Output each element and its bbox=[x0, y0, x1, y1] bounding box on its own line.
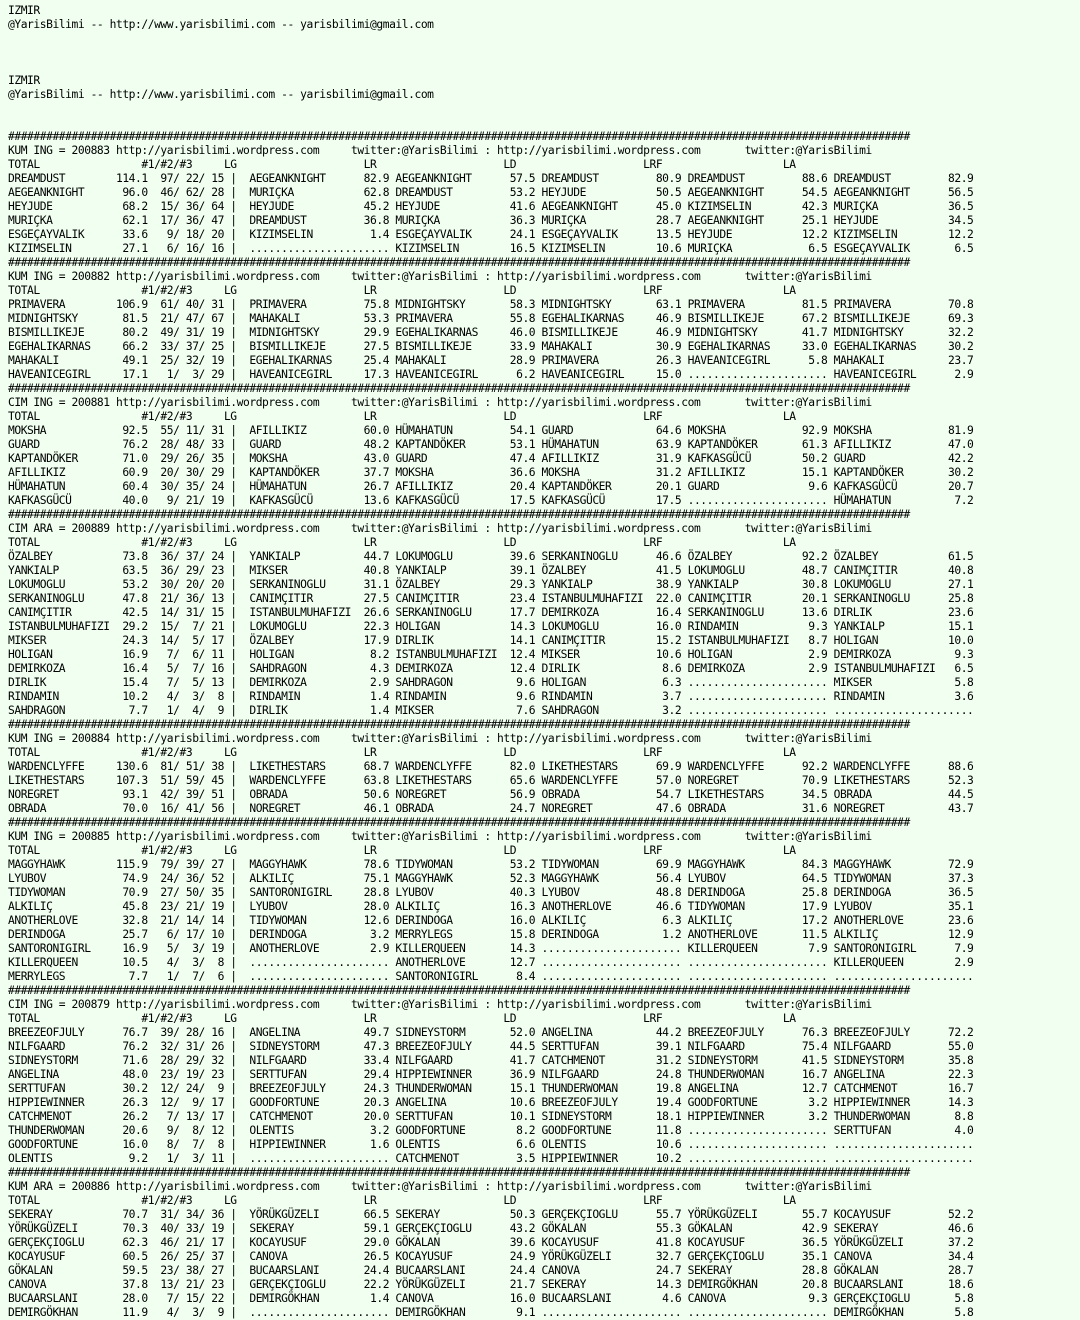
table-row: GUARD 76.2 28/ 48/ 33 | GUARD 48.2 KAPTANDÖKER 53.1 HÜMAHATUN 63.9 KAPTANDÖKER 61.3 AFILLIKIZ 47.0 bbox=[8, 438, 974, 451]
table-row: YANKIALP 63.5 36/ 29/ 23 | MIKSER 40.8 YANKIALP 39.1 ÖZALBEY 41.5 LOKUMOGLU 48.7 CANIMÇITIR 40.8 bbox=[8, 564, 974, 577]
table-row: MIKSER 24.3 14/ 5/ 17 | ÖZALBEY 17.9 DIRLIK 14.1 CANIMÇITIR 15.2 ISTANBULMUHAFIZI 8.7 HOLIGAN 10.0 bbox=[8, 634, 974, 647]
table-row: OLENTIS 9.2 1/ 3/ 11 | ...................... CATCHMENOT 3.5 HIPPIEWINNER 10.2 ...................... ...................... bbox=[8, 1152, 974, 1165]
table-row: KIZIMSELIN 27.1 6/ 16/ 16 | ...................... KIZIMSELIN 16.5 KIZIMSELIN 10.6 MURIÇKA 6.5 ESGEÇAYVALIK 6.5 bbox=[8, 242, 974, 255]
table-row: AEGEANKNIGHT 96.0 46/ 62/ 28 | MURIÇKA 62.8 DREAMDUST 53.2 HEYJUDE 50.5 AEGEANKNIGHT 54.5 AEGEANKNIGHT 56.5 bbox=[8, 186, 974, 199]
table-row: DIRLIK 15.4 7/ 5/ 13 | DEMIRKOZA 2.9 SAHDRAGON 9.6 HOLIGAN 6.3 ...................... MIKSER 5.8 bbox=[8, 676, 974, 689]
table-row: LOKUMOGLU 53.2 30/ 20/ 20 | SERKANINOGLU 31.1 ÖZALBEY 29.3 YANKIALP 38.9 YANKIALP 30.8 LOKUMOGLU 27.1 bbox=[8, 578, 974, 591]
table-row: KILLERQUEEN 10.5 4/ 3/ 8 | ...................... ANOTHERLOVE 12.7 ...................... ...................... KILLERQUEEN 2.9 bbox=[8, 956, 974, 969]
section-separator: ############################################################################################################################################## bbox=[8, 382, 910, 395]
table-row: DERINDOGA 25.7 6/ 17/ 10 | DERINDOGA 3.2 MERRYLEGS 15.8 DERINDOGA 1.2 ANOTHERLOVE 11.5 ALKILIÇ 12.9 bbox=[8, 928, 974, 941]
race-title: CIM ARA = 200889 http://yarisbilimi.wordpress.com twitter:@YarisBilimi : http://yarisbilimi.wordpress.com twitter:@YarisBilimi bbox=[8, 522, 872, 535]
race-title: KUM ARA = 200886 http://yarisbilimi.wordpress.com twitter:@YarisBilimi : http://yarisbilimi.wordpress.com twitter:@YarisBilimi bbox=[8, 1180, 872, 1193]
table-row: MAGGYHAWK 115.9 79/ 39/ 27 | MAGGYHAWK 78.6 TIDYWOMAN 53.2 TIDYWOMAN 69.9 MAGGYHAWK 84.3 MAGGYHAWK 72.9 bbox=[8, 858, 974, 871]
table-row: ANGELINA 48.0 23/ 19/ 23 | SERTTUFAN 29.4 HIPPIEWINNER 36.9 NILFGAARD 24.8 THUNDERWOMAN 16.7 ANGELINA 22.3 bbox=[8, 1068, 974, 1081]
table-row: TIDYWOMAN 70.9 27/ 50/ 35 | SANTORONIGIRL 28.8 LYUBOV 40.3 LYUBOV 48.8 DERINDOGA 25.8 DERINDOGA 36.5 bbox=[8, 886, 974, 899]
table-row: HOLIGAN 16.9 7/ 6/ 11 | HOLIGAN 8.2 ISTANBULMUHAFIZI 12.4 MIKSER 10.6 HOLIGAN 2.9 DEMIRKOZA 9.3 bbox=[8, 648, 974, 661]
section-separator: ############################################################################################################################################## bbox=[8, 508, 910, 521]
column-header: TOTAL #1/#2/#3 LG LR LD LRF LA bbox=[8, 536, 796, 549]
table-row: AFILLIKIZ 60.9 20/ 30/ 29 | KAPTANDÖKER 37.7 MOKSHA 36.6 MOKSHA 31.2 AFILLIKIZ 15.1 KAPTANDÖKER 30.2 bbox=[8, 466, 974, 479]
table-row: HAVEANICEGIRL 17.1 1/ 3/ 29 | HAVEANICEGIRL 17.3 HAVEANICEGIRL 6.2 HAVEANICEGIRL 15.0 ...................... HAVEANICEGIRL 2.9 bbox=[8, 368, 974, 381]
table-row: MOKSHA 92.5 55/ 11/ 31 | AFILLIKIZ 60.0 HÜMAHATUN 54.1 GUARD 64.6 MOKSHA 92.9 MOKSHA 81.9 bbox=[8, 424, 974, 437]
race-title: KUM ING = 200884 http://yarisbilimi.wordpress.com twitter:@YarisBilimi : http://yarisbilimi.wordpress.com twitter:@YarisBilimi bbox=[8, 732, 872, 745]
section-separator: ############################################################################################################################################## bbox=[8, 816, 910, 829]
section-separator: ############################################################################################################################################## bbox=[8, 1166, 910, 1179]
table-row: SEKERAY 70.7 31/ 34/ 36 | YÖRÜKGÜZELI 66.5 SEKERAY 50.3 GERÇEKÇIOGLU 55.7 YÖRÜKGÜZELI 55.7 KOCAYUSUF 52.2 bbox=[8, 1208, 974, 1221]
header-title: IZMIR bbox=[8, 4, 40, 17]
table-row: BUCAARSLANI 28.0 7/ 15/ 22 | DEMIRGÖKHAN 1.4 CANOVA 16.0 BUCAARSLANI 4.6 CANOVA 9.3 GERÇEKÇIOGLU 5.8 bbox=[8, 1292, 974, 1305]
table-row: EGEHALIKARNAS 66.2 33/ 37/ 25 | BISMILLIKEJE 27.5 BISMILLIKEJE 33.9 MAHAKALI 30.9 EGEHALIKARNAS 33.0 EGEHALIKARNAS 30.2 bbox=[8, 340, 974, 353]
race-title: KUM ING = 200883 http://yarisbilimi.wordpress.com twitter:@YarisBilimi : http://yarisbilimi.wordpress.com twitter:@YarisBilimi bbox=[8, 144, 872, 157]
table-row: SERKANINOGLU 47.8 21/ 36/ 13 | CANIMÇITIR 27.5 CANIMÇITIR 23.4 ISTANBULMUHAFIZI 22.0 CANIMÇITIR 20.1 SERKANINOGLU 25.8 bbox=[8, 592, 974, 605]
table-row: PRIMAVERA 106.9 61/ 40/ 31 | PRIMAVERA 75.8 MIDNIGHTSKY 58.3 MIDNIGHTSKY 63.1 PRIMAVERA 81.5 PRIMAVERA 70.8 bbox=[8, 298, 974, 311]
column-header: TOTAL #1/#2/#3 LG LR LD LRF LA bbox=[8, 410, 796, 423]
table-row: ESGEÇAYVALIK 33.6 9/ 18/ 20 | KIZIMSELIN 1.4 ESGEÇAYVALIK 24.1 ESGEÇAYVALIK 13.5 HEYJUDE 12.2 KIZIMSELIN 12.2 bbox=[8, 228, 974, 241]
table-row: KAFKASGÜCÜ 40.0 9/ 21/ 19 | KAFKASGÜCÜ 13.6 KAFKASGÜCÜ 17.5 KAFKASGÜCÜ 17.5 ...................... HÜMAHATUN 7.2 bbox=[8, 494, 974, 507]
column-header: TOTAL #1/#2/#3 LG LR LD LRF LA bbox=[8, 158, 796, 171]
table-row: KOCAYUSUF 60.5 26/ 25/ 37 | CANOVA 26.5 KOCAYUSUF 24.9 YÖRÜKGÜZELI 32.7 GERÇEKÇIOGLU 35.1 CANOVA 34.4 bbox=[8, 1250, 974, 1263]
blank-line bbox=[8, 116, 1080, 130]
header-contact: @YarisBilimi -- http://www.yarisbilimi.com -- yarisbilimi@gmail.com bbox=[8, 18, 434, 31]
table-row: SERTTUFAN 30.2 12/ 24/ 9 | BREEZEOFJULY 24.3 THUNDERWOMAN 15.1 THUNDERWOMAN 19.8 ANGELINA 12.7 CATCHMENOT 16.7 bbox=[8, 1082, 974, 1095]
blank-line bbox=[8, 46, 1080, 60]
column-header: TOTAL #1/#2/#3 LG LR LD LRF LA bbox=[8, 1012, 796, 1025]
table-row: WARDENCLYFFE 130.6 81/ 51/ 38 | LIKETHESTARS 68.7 WARDENCLYFFE 82.0 LIKETHESTARS 69.9 WARDENCLYFFE 92.2 WARDENCLYFFE 88.6 bbox=[8, 760, 974, 773]
table-row: GERÇEKÇIOGLU 62.3 46/ 21/ 17 | KOCAYUSUF 29.0 GÖKALAN 39.6 KOCAYUSUF 41.8 KOCAYUSUF 36.5 YÖRÜKGÜZELI 37.2 bbox=[8, 1236, 974, 1249]
table-row: HIPPIEWINNER 26.3 12/ 9/ 17 | GOODFORTUNE 20.3 ANGELINA 10.6 BREEZEOFJULY 19.4 GOODFORTUNE 3.2 HIPPIEWINNER 14.3 bbox=[8, 1096, 974, 1109]
table-row: KAPTANDÖKER 71.0 29/ 26/ 35 | MOKSHA 43.0 GUARD 47.4 AFILLIKIZ 31.9 KAFKASGÜCÜ 50.2 GUARD 42.2 bbox=[8, 452, 974, 465]
table-row: BISMILLIKEJE 80.2 49/ 31/ 19 | MIDNIGHTSKY 29.9 EGEHALIKARNAS 46.0 BISMILLIKEJE 46.9 MIDNIGHTSKY 41.7 MIDNIGHTSKY 32.2 bbox=[8, 326, 974, 339]
blank-line bbox=[8, 32, 1080, 46]
table-row: NILFGAARD 76.2 32/ 31/ 26 | SIDNEYSTORM 47.3 BREEZEOFJULY 44.5 SERTTUFAN 39.1 NILFGAARD 75.4 NILFGAARD 55.0 bbox=[8, 1040, 974, 1053]
table-row: DREAMDUST 114.1 97/ 22/ 15 | AEGEANKNIGHT 82.9 AEGEANKNIGHT 57.5 DREAMDUST 80.9 DREAMDUST 88.6 DREAMDUST 82.9 bbox=[8, 172, 974, 185]
table-row: OBRADA 70.0 16/ 41/ 56 | NOREGRET 46.1 OBRADA 24.7 NOREGRET 47.6 OBRADA 31.6 NOREGRET 43.7 bbox=[8, 802, 974, 815]
table-row: YÖRÜKGÜZELI 70.3 40/ 33/ 19 | SEKERAY 59.1 GERÇEKÇIOGLU 43.2 GÖKALAN 55.3 GÖKALAN 42.9 SEKERAY 46.6 bbox=[8, 1222, 974, 1235]
column-header: TOTAL #1/#2/#3 LG LR LD LRF LA bbox=[8, 844, 796, 857]
column-header: TOTAL #1/#2/#3 LG LR LD LRF LA bbox=[8, 1194, 796, 1207]
table-row: GÖKALAN 59.5 23/ 38/ 27 | BUCAARSLANI 24.4 BUCAARSLANI 24.4 CANOVA 24.7 SEKERAY 28.8 GÖKALAN 28.7 bbox=[8, 1264, 974, 1277]
table-row: CANIMÇITIR 42.5 14/ 31/ 15 | ISTANBULMUHAFIZI 26.6 SERKANINOGLU 17.7 DEMIRKOZA 16.4 SERKANINOGLU 13.6 DIRLIK 23.6 bbox=[8, 606, 974, 619]
table-row: DEMIRKOZA 16.4 5/ 7/ 16 | SAHDRAGON 4.3 DEMIRKOZA 12.4 DIRLIK 8.6 DEMIRKOZA 2.9 ISTANBULMUHAFIZI 6.5 bbox=[8, 662, 974, 675]
table-row: HEYJUDE 68.2 15/ 36/ 64 | HEYJUDE 45.2 HEYJUDE 41.6 AEGEANKNIGHT 45.0 KIZIMSELIN 42.3 MURIÇKA 36.5 bbox=[8, 200, 974, 213]
table-row: DEMIRGÖKHAN 11.9 4/ 3/ 9 | ...................... DEMIRGÖKHAN 9.1 ...................... ...................... DEMIRGÖKHAN 5.8 bbox=[8, 1306, 974, 1319]
race-title: KUM ING = 200885 http://yarisbilimi.wordpress.com twitter:@YarisBilimi : http://yarisbilimi.wordpress.com twitter:@YarisBilimi bbox=[8, 830, 872, 843]
table-row: LYUBOV 74.9 24/ 36/ 52 | ALKILIÇ 75.1 MAGGYHAWK 52.3 MAGGYHAWK 56.4 LYUBOV 64.5 TIDYWOMAN 37.3 bbox=[8, 872, 974, 885]
table-row: CATCHMENOT 26.2 7/ 13/ 17 | CATCHMENOT 20.0 SERTTUFAN 10.1 SIDNEYSTORM 18.1 HIPPIEWINNER 3.2 THUNDERWOMAN 8.8 bbox=[8, 1110, 974, 1123]
table-row: THUNDERWOMAN 20.6 9/ 8/ 12 | OLENTIS 3.2 GOODFORTUNE 8.2 GOODFORTUNE 11.8 ...................... SERTTUFAN 4.0 bbox=[8, 1124, 974, 1137]
table-row: LIKETHESTARS 107.3 51/ 59/ 45 | WARDENCLYFFE 63.8 LIKETHESTARS 65.6 WARDENCLYFFE 57.0 NOREGRET 70.9 LIKETHESTARS 52.3 bbox=[8, 774, 974, 787]
section-separator: ############################################################################################################################################## bbox=[8, 256, 910, 269]
table-row: MURIÇKA 62.1 17/ 36/ 47 | DREAMDUST 36.8 MURIÇKA 36.3 MURIÇKA 28.7 AEGEANKNIGHT 25.1 HEYJUDE 34.5 bbox=[8, 214, 974, 227]
section-separator: ############################################################################################################################################## bbox=[8, 718, 910, 731]
race-title: KUM ING = 200882 http://yarisbilimi.wordpress.com twitter:@YarisBilimi : http://yarisbilimi.wordpress.com twitter:@YarisBilimi bbox=[8, 270, 872, 283]
table-row: MERRYLEGS 7.7 1/ 7/ 6 | ...................... SANTORONIGIRL 8.4 ...................... ...................... ...................... bbox=[8, 970, 974, 983]
table-row: RINDAMIN 10.2 4/ 3/ 8 | RINDAMIN 1.4 RINDAMIN 9.6 RINDAMIN 3.7 ...................... RINDAMIN 3.6 bbox=[8, 690, 974, 703]
race-blocks bbox=[8, 130, 1080, 1319]
blank-line bbox=[8, 60, 1080, 74]
table-row: SANTORONIGIRL 16.9 5/ 3/ 19 | ANOTHERLOVE 2.9 KILLERQUEEN 14.3 ...................... KILLERQUEEN 7.9 SANTORONIGIRL 7.9 bbox=[8, 942, 974, 955]
table-row: NOREGRET 93.1 42/ 39/ 51 | OBRADA 50.6 NOREGRET 56.9 OBRADA 54.7 LIKETHESTARS 34.5 OBRADA 44.5 bbox=[8, 788, 974, 801]
column-header: TOTAL #1/#2/#3 LG LR LD LRF LA bbox=[8, 284, 796, 297]
table-row: ISTANBULMUHAFIZI 29.2 15/ 7/ 21 | LOKUMOGLU 22.3 HOLIGAN 14.3 LOKUMOGLU 16.0 RINDAMIN 9.3 YANKIALP 15.1 bbox=[8, 620, 974, 633]
table-row: HÜMAHATUN 60.4 30/ 35/ 24 | HÜMAHATUN 26.7 AFILLIKIZ 20.4 KAPTANDÖKER 20.1 GUARD 9.6 KAFKASGÜCÜ 20.7 bbox=[8, 480, 974, 493]
column-header: TOTAL #1/#2/#3 LG LR LD LRF LA bbox=[8, 746, 796, 759]
table-row: MIDNIGHTSKY 81.5 21/ 47/ 67 | MAHAKALI 53.3 PRIMAVERA 55.8 EGEHALIKARNAS 46.9 BISMILLIKEJE 67.2 BISMILLIKEJE 69.3 bbox=[8, 312, 974, 325]
race-title: CIM ING = 200879 http://yarisbilimi.wordpress.com twitter:@YarisBilimi : http://yarisbilimi.wordpress.com twitter:@YarisBilimi bbox=[8, 998, 872, 1011]
table-row: ANOTHERLOVE 32.8 21/ 14/ 14 | TIDYWOMAN 12.6 DERINDOGA 16.0 ALKILIÇ 6.3 ALKILIÇ 17.2 ANOTHERLOVE 23.6 bbox=[8, 914, 974, 927]
table-row: GOODFORTUNE 16.0 8/ 7/ 8 | HIPPIEWINNER 1.6 OLENTIS 6.6 OLENTIS 10.6 ...................... ...................... bbox=[8, 1138, 974, 1151]
table-row: SAHDRAGON 7.7 1/ 4/ 9 | DIRLIK 1.4 MIKSER 7.6 SAHDRAGON 3.2 ...................... ...................... bbox=[8, 704, 974, 717]
blank-line bbox=[8, 102, 1080, 116]
table-row: MAHAKALI 49.1 25/ 32/ 19 | EGEHALIKARNAS 25.4 MAHAKALI 28.9 PRIMAVERA 26.3 HAVEANICEGIRL 5.8 MAHAKALI 23.7 bbox=[8, 354, 974, 367]
header-title-repeat: IZMIR bbox=[8, 74, 40, 87]
table-row: ALKILIÇ 45.8 23/ 21/ 19 | LYUBOV 28.0 ALKILIÇ 16.3 ANOTHERLOVE 46.6 TIDYWOMAN 17.9 LYUBOV 35.1 bbox=[8, 900, 974, 913]
race-title: CIM ING = 200881 http://yarisbilimi.wordpress.com twitter:@YarisBilimi : http://yarisbilimi.wordpress.com twitter:@YarisBilimi bbox=[8, 396, 872, 409]
table-row: ÖZALBEY 73.8 36/ 37/ 24 | YANKIALP 44.7 LOKUMOGLU 39.6 SERKANINOGLU 46.6 ÖZALBEY 92.2 ÖZALBEY 61.5 bbox=[8, 550, 974, 563]
section-separator: ############################################################################################################################################## bbox=[8, 984, 910, 997]
table-row: CANOVA 37.8 13/ 21/ 23 | GERÇEKÇIOGLU 22.2 YÖRÜKGÜZELI 21.7 SEKERAY 14.3 DEMIRGÖKHAN 20.8 BUCAARSLANI 18.6 bbox=[8, 1278, 974, 1291]
table-row: BREEZEOFJULY 76.7 39/ 28/ 16 | ANGELINA 49.7 SIDNEYSTORM 52.0 ANGELINA 44.2 BREEZEOFJULY 76.3 BREEZEOFJULY 72.2 bbox=[8, 1026, 974, 1039]
section-separator: ############################################################################################################################################## bbox=[8, 130, 910, 143]
header-contact-repeat: @YarisBilimi -- http://www.yarisbilimi.com -- yarisbilimi@gmail.com bbox=[8, 88, 434, 101]
table-row: SIDNEYSTORM 71.6 28/ 29/ 32 | NILFGAARD 33.4 NILFGAARD 41.7 CATCHMENOT 31.2 SIDNEYSTORM 41.5 SIDNEYSTORM 35.8 bbox=[8, 1054, 974, 1067]
